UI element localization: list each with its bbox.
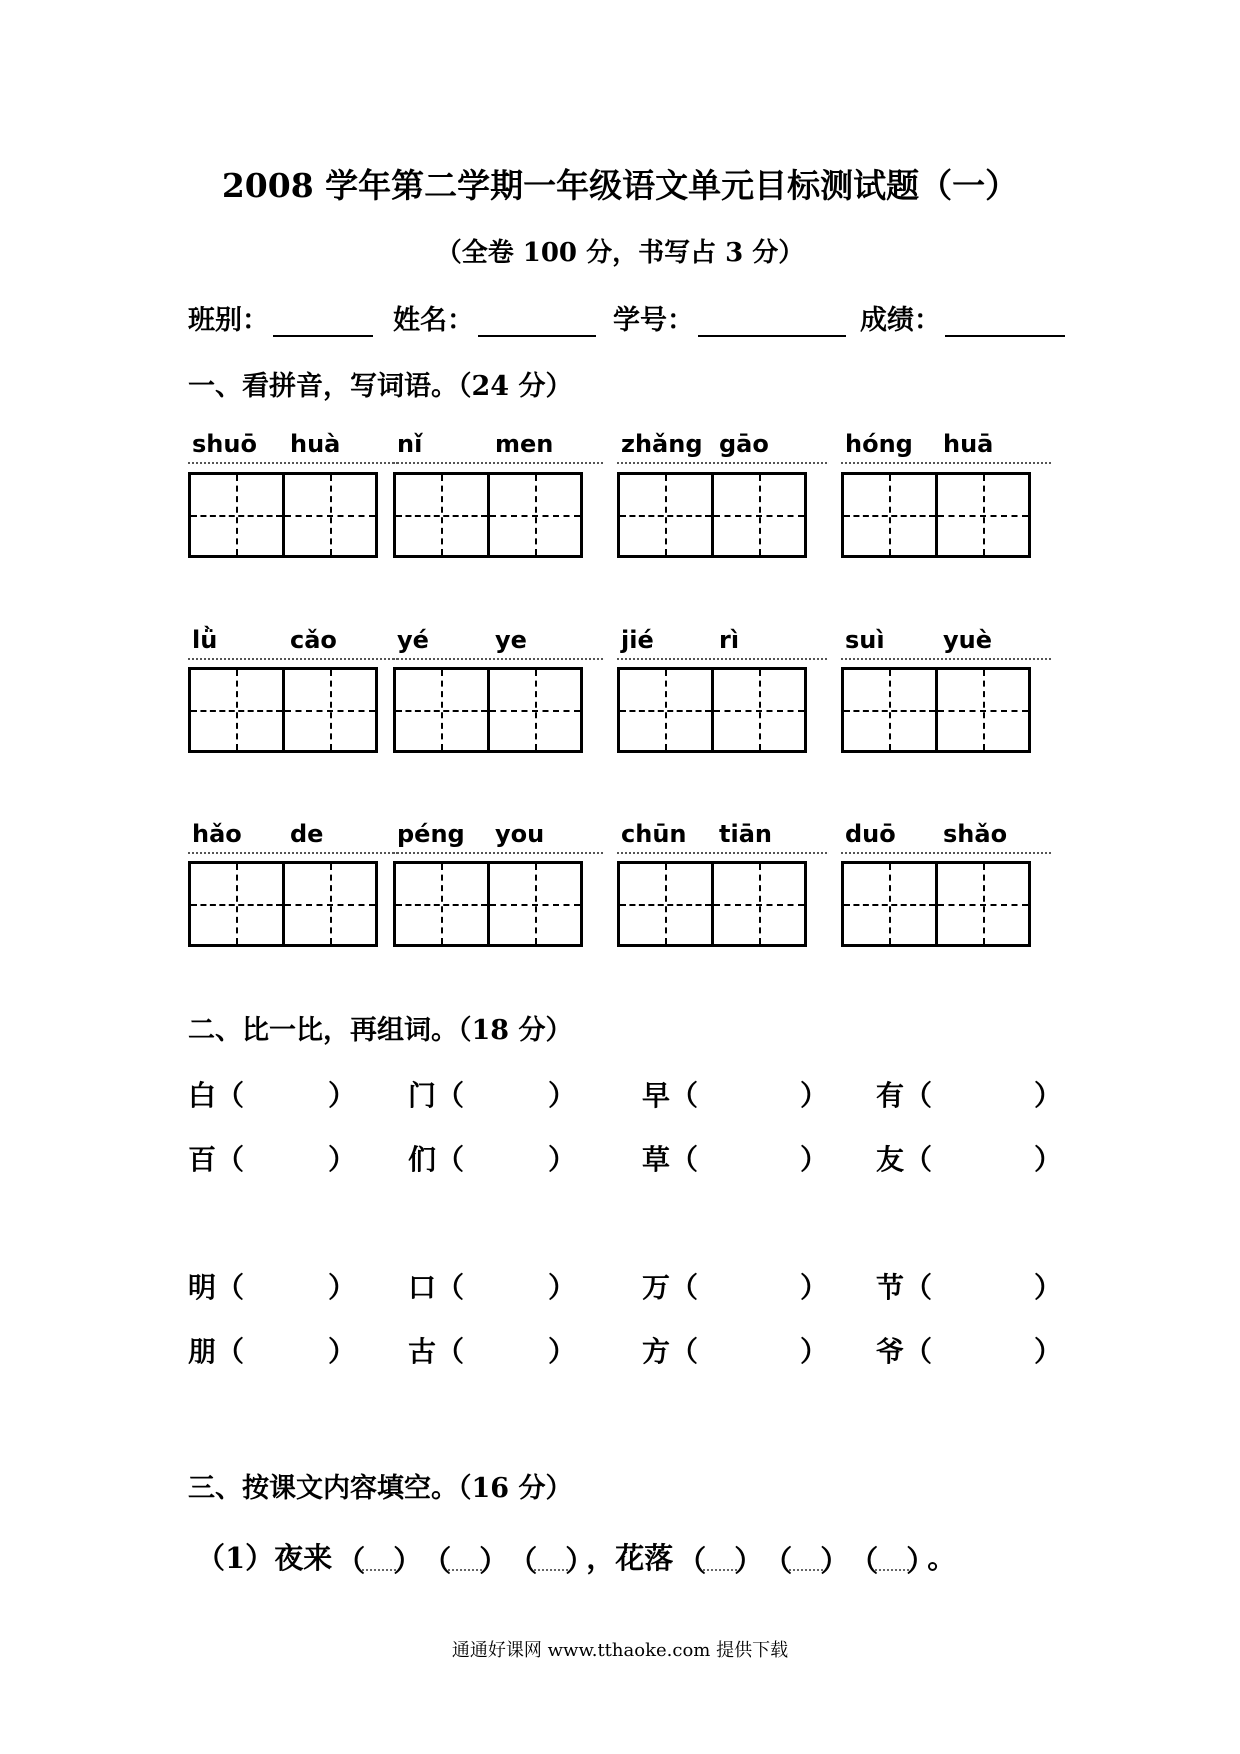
tian-zi-cell[interactable] xyxy=(191,670,282,750)
tian-zi-cell[interactable] xyxy=(396,864,487,944)
pinyin-syllable: men xyxy=(495,430,554,458)
pinyin-syllable: hǎo xyxy=(192,820,242,848)
blank-slot[interactable] xyxy=(344,1539,414,1575)
class-blank[interactable] xyxy=(273,307,373,337)
compare-character: 门 xyxy=(408,1079,437,1112)
compare-character: 古 xyxy=(408,1335,437,1368)
word-blank[interactable] xyxy=(904,1330,1062,1370)
compare-item xyxy=(642,1330,828,1370)
phrase-2: 花落 xyxy=(615,1541,674,1575)
writing-grid[interactable] xyxy=(841,667,1031,753)
tian-zi-cell[interactable] xyxy=(844,475,935,555)
pinyin-syllable: hóng xyxy=(845,430,913,458)
writing-grid[interactable] xyxy=(841,861,1031,947)
word-blank[interactable] xyxy=(904,1266,1062,1306)
section3-heading: 三、按课文内容填空。（16 分） xyxy=(188,1473,573,1504)
word-blank[interactable] xyxy=(436,1266,576,1306)
compare-character: 们 xyxy=(408,1143,437,1176)
pinyin-guide-line xyxy=(393,656,603,660)
pinyin-guide-line xyxy=(617,850,827,854)
blank-slot[interactable] xyxy=(685,1539,755,1575)
writing-grid[interactable] xyxy=(188,861,378,947)
word-blank[interactable] xyxy=(216,1074,356,1114)
name-blank[interactable] xyxy=(478,307,596,337)
compare-item xyxy=(876,1266,1062,1306)
footer-text: 通通好课网 www.tthaoke.com 提供下载 xyxy=(451,1640,789,1661)
pinyin-guide-line xyxy=(617,656,827,660)
writing-grid[interactable] xyxy=(617,472,807,558)
pinyin-guide-line xyxy=(188,656,398,660)
compare-item xyxy=(188,1330,356,1370)
pinyin-syllable: huà xyxy=(290,430,341,458)
writing-grid[interactable] xyxy=(393,861,583,947)
pinyin-syllable: yé xyxy=(397,626,429,654)
tian-zi-cell[interactable] xyxy=(620,864,711,944)
word-blank[interactable] xyxy=(904,1138,1062,1178)
word-blank[interactable] xyxy=(436,1074,576,1114)
tian-zi-cell[interactable] xyxy=(282,670,376,750)
pinyin-syllable: de xyxy=(290,820,324,848)
pinyin-syllable: yuè xyxy=(943,626,993,654)
tian-zi-cell[interactable] xyxy=(844,670,935,750)
blank-slot[interactable] xyxy=(516,1539,586,1575)
pinyin-syllable: shuō xyxy=(192,430,257,458)
word-blank[interactable] xyxy=(670,1138,828,1178)
compare-item xyxy=(642,1074,828,1114)
compare-character: 草 xyxy=(642,1143,671,1176)
pinyin-syllable: shǎo xyxy=(943,820,1008,848)
word-blank[interactable] xyxy=(670,1330,828,1370)
pinyin-guide-line xyxy=(841,656,1051,660)
tian-zi-cell[interactable] xyxy=(711,864,805,944)
period: 。 xyxy=(927,1541,957,1575)
page-subtitle: （全卷 100 分，书写占 3 分） xyxy=(435,238,805,268)
pinyin-syllable: lǜ xyxy=(192,626,218,654)
item-number: （1） xyxy=(196,1541,275,1575)
pinyin-guide-line xyxy=(188,460,398,464)
compare-character: 爷 xyxy=(876,1335,905,1368)
name-field xyxy=(393,298,596,337)
tian-zi-cell[interactable] xyxy=(620,670,711,750)
word-blank[interactable] xyxy=(436,1138,576,1178)
blank-slot[interactable] xyxy=(857,1539,927,1575)
tian-zi-cell[interactable] xyxy=(282,864,376,944)
compare-item xyxy=(876,1074,1062,1114)
compare-character: 百 xyxy=(188,1143,217,1176)
word-blank[interactable] xyxy=(216,1266,356,1306)
compare-item xyxy=(188,1138,356,1178)
tian-zi-cell[interactable] xyxy=(191,475,282,555)
name-label: 姓名： xyxy=(393,305,474,336)
pinyin-guide-line xyxy=(393,460,603,464)
compare-character: 早 xyxy=(642,1079,671,1112)
pinyin-syllable: ye xyxy=(495,626,527,654)
pinyin-syllable: duō xyxy=(845,820,896,848)
tian-zi-cell[interactable] xyxy=(844,864,935,944)
writing-grid[interactable] xyxy=(188,472,378,558)
number-field xyxy=(613,298,846,337)
writing-grid[interactable] xyxy=(393,667,583,753)
fill-item-1 xyxy=(196,1536,956,1577)
pinyin-syllable: tiān xyxy=(719,820,772,848)
compare-character: 万 xyxy=(642,1271,671,1304)
number-label: 学号： xyxy=(613,305,694,336)
compare-item xyxy=(188,1266,356,1306)
compare-item xyxy=(408,1330,576,1370)
pinyin-syllable: cǎo xyxy=(290,626,337,654)
pinyin-guide-line xyxy=(393,850,603,854)
compare-item xyxy=(408,1074,576,1114)
compare-item xyxy=(408,1266,576,1306)
compare-character: 白 xyxy=(188,1079,217,1112)
tian-zi-cell[interactable] xyxy=(711,670,805,750)
word-blank[interactable] xyxy=(216,1330,356,1370)
score-field xyxy=(860,298,1065,337)
compare-item xyxy=(642,1266,828,1306)
tian-zi-cell[interactable] xyxy=(396,475,487,555)
word-blank[interactable] xyxy=(670,1266,828,1306)
page-title: 2008 学年第二学期一年级语文单元目标测试题（一） xyxy=(221,166,1019,205)
pinyin-syllable: rì xyxy=(719,626,740,654)
pinyin-guide-line xyxy=(841,850,1051,854)
score-blank[interactable] xyxy=(945,307,1065,337)
word-blank[interactable] xyxy=(670,1074,828,1114)
compare-item xyxy=(408,1138,576,1178)
tian-zi-cell[interactable] xyxy=(487,864,581,944)
compare-item xyxy=(876,1330,1062,1370)
tian-zi-cell[interactable] xyxy=(487,670,581,750)
compare-item xyxy=(188,1074,356,1114)
tian-zi-cell[interactable] xyxy=(935,864,1029,944)
compare-character: 口 xyxy=(408,1271,437,1304)
tian-zi-cell[interactable] xyxy=(191,864,282,944)
compare-character: 方 xyxy=(642,1335,671,1368)
compare-item xyxy=(642,1138,828,1178)
pinyin-syllable: you xyxy=(495,820,545,848)
compare-item xyxy=(876,1138,1062,1178)
tian-zi-cell[interactable] xyxy=(620,475,711,555)
word-blank[interactable] xyxy=(436,1330,576,1370)
score-label: 成绩： xyxy=(860,305,941,336)
comma: ， xyxy=(586,1541,616,1575)
pinyin-syllable: péng xyxy=(397,820,465,848)
pinyin-syllable: nǐ xyxy=(397,430,423,458)
writing-grid[interactable] xyxy=(617,667,807,753)
tian-zi-cell[interactable] xyxy=(935,670,1029,750)
pinyin-syllable: suì xyxy=(845,626,885,654)
phrase-1: 夜来 xyxy=(274,1541,333,1575)
writing-grid[interactable] xyxy=(841,472,1031,558)
tian-zi-cell[interactable] xyxy=(487,475,581,555)
pinyin-guide-line xyxy=(841,460,1051,464)
compare-character: 节 xyxy=(876,1271,905,1304)
tian-zi-cell[interactable] xyxy=(396,670,487,750)
word-blank[interactable] xyxy=(904,1074,1062,1114)
tian-zi-cell[interactable] xyxy=(935,475,1029,555)
pinyin-syllable: zhǎng xyxy=(621,430,703,458)
word-blank[interactable] xyxy=(216,1138,356,1178)
pinyin-syllable: jié xyxy=(621,626,654,654)
pinyin-syllable: huā xyxy=(943,430,994,458)
compare-character: 朋 xyxy=(188,1335,217,1368)
compare-character: 明 xyxy=(188,1271,217,1304)
class-label: 班别： xyxy=(188,305,269,336)
pinyin-guide-line xyxy=(617,460,827,464)
compare-character: 有 xyxy=(876,1079,905,1112)
writing-grid[interactable] xyxy=(617,861,807,947)
tian-zi-cell[interactable] xyxy=(282,475,376,555)
blank-slot[interactable] xyxy=(771,1539,841,1575)
tian-zi-cell[interactable] xyxy=(711,475,805,555)
blank-slot[interactable] xyxy=(430,1539,500,1575)
compare-character: 友 xyxy=(876,1143,905,1176)
class-field xyxy=(188,298,373,337)
pinyin-guide-line xyxy=(188,850,398,854)
writing-grid[interactable] xyxy=(393,472,583,558)
writing-grid[interactable] xyxy=(188,667,378,753)
pinyin-syllable: chūn xyxy=(621,820,687,848)
pinyin-syllable: gāo xyxy=(719,430,769,458)
section1-heading: 一、看拼音，写词语。（24 分） xyxy=(188,371,573,402)
section2-heading: 二、比一比，再组词。（18 分） xyxy=(188,1015,573,1046)
number-blank[interactable] xyxy=(698,307,846,337)
